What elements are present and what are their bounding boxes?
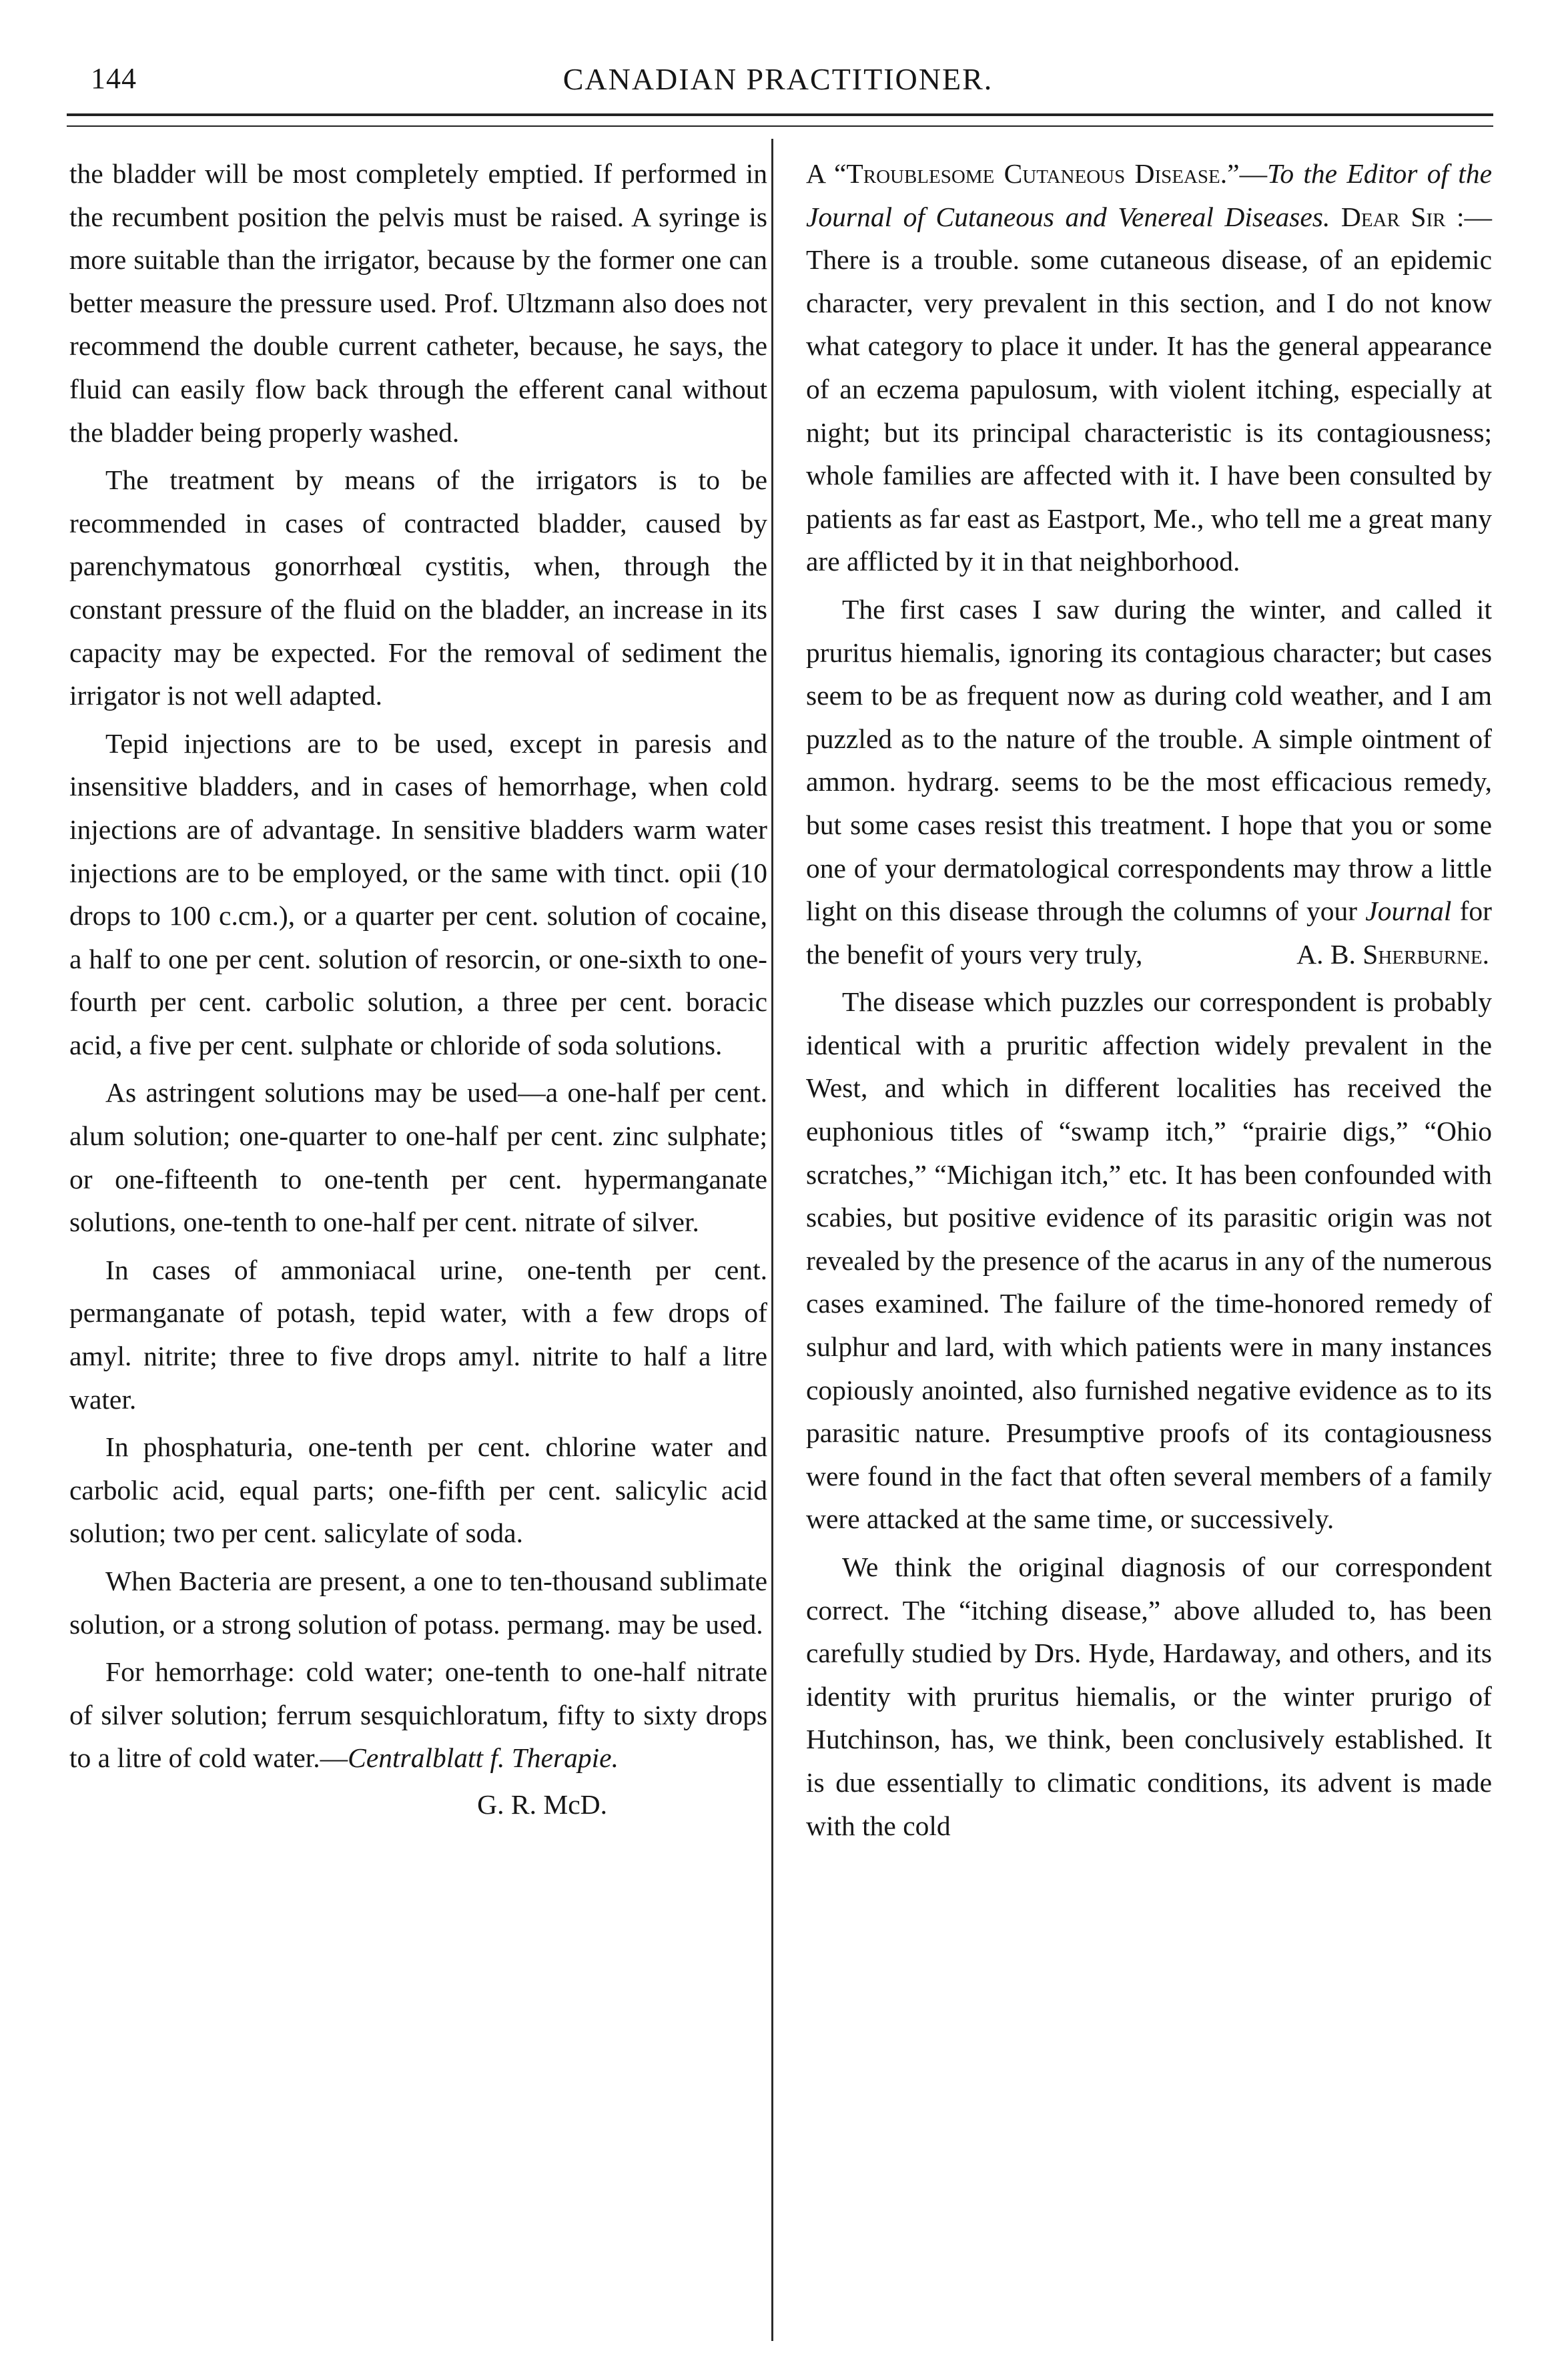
header-double-rule bbox=[67, 113, 1493, 127]
left-paragraph-6: In phosphaturia, one-tenth per cent. chlorine water and carbolic acid, equal parts; one-fifth per cent. salicylic acid solution; two per cent. salicylate of soda. bbox=[69, 1431, 767, 1549]
page-header bbox=[68, 61, 1488, 108]
left-paragraph-8 bbox=[69, 1650, 767, 1780]
letter-addressee: To the Editor of the Journal of Cutaneous and Venereal Diseases. bbox=[806, 158, 1492, 232]
author-signature: G. R. McD. bbox=[477, 1788, 607, 1820]
page-number: 144 bbox=[91, 62, 137, 95]
letter-body-1: :—There is a trouble. some cutaneous disease, of an epidemic character, very prevalent in this section, and I do not know what category to place it under. It has the general appearance of an eczema papulosum, with violent itching, especially at night; but its principal characteristic is its contagiousness; whole families are affected with it. I have been consulted by patients as far east as Eastport, Me., who tell me a great many are afflicted by it in that neighborhood. bbox=[806, 201, 1493, 577]
left-paragraph-4: As astringent solutions may be used—a one-half per cent. alum solution; one-quarter to one-half per cent. zinc sulphate; or one-fifteenth to one-tenth per cent. hypermanganate solutions, one-tenth to one-half per cent. nitrate of silver. bbox=[69, 1077, 767, 1238]
right-paragraph-3: The disease which puzzles our correspondent is probably identical with a pruritic affection widely prevalent in the West, and which in different localities has received the euphonious titles of “swamp itch,” “prairie digs,” “Ohio scratches,” “Michigan itch,” etc. It has been confounded with scabies, but positive evidence of its parasitic origin was not revealed by the presence of the acarus in any of the numerous cases examined. The failure of the time-honored remedy of sulphur and lard, with which patients were in many instances copiously anointed, also furnished negative evidence as to its parasitic nature. Presumptive proofs of its contagiousness were found in the fact that often several members of a family were attacked at the same time, or successively. bbox=[806, 986, 1492, 1535]
letter-signature: A. B. Sherburne. bbox=[1296, 938, 1489, 970]
source-citation: Centralblatt f. Therapie. bbox=[348, 1742, 619, 1774]
letter-body-2b: for the benefit of yours very truly, bbox=[806, 896, 1492, 970]
journal-title: CANADIAN PRACTITIONER. bbox=[562, 62, 994, 96]
right-paragraph-4: We think the original diagnosis of our correspondent correct. The “itching disease,” above alluded to, has been carefully studied by Drs. Hyde, Hardaway, and others, and its identity with pruritus hiemalis, or the winter prurigo of Hutchinson, has, we think, been conclusively established. It is due essentially to climatic conditions, its advent is made with the cold bbox=[806, 1552, 1492, 1841]
left-paragraph-3: Tepid injections are to be used, except in paresis and insensitive bladders, and in cases of hemorrhage, when cold injections are of advantage. In sensitive bladders warm water injections are to be employed, or the same with tinct. opii (10 drops to 100 c.cm.), or a quarter per cent. solution of cocaine, a half to one per cent. solution of resorcin, or one-sixth to one-fourth per cent. carbolic solution, a three per cent. boracic acid, a five per cent. sulphate or chloride of soda solutions. bbox=[69, 727, 767, 1060]
left-paragraph-7: When Bacteria are present, a one to ten-thousand sublimate solution, or a strong solution of potass. permang. may be used. bbox=[69, 1566, 767, 1640]
left-paragraph-5: In cases of ammoniacal urine, one-tenth per cent. permanganate of potash, tepid water, with a few drops of amyl. nitrite; three to five drops amyl. nitrite to half a litre water. bbox=[69, 1254, 767, 1415]
letter-paragraph-1 bbox=[806, 152, 1492, 583]
journal-reference: Journal bbox=[1365, 896, 1452, 927]
letter-title: Troublesome Cutaneous Disease. bbox=[846, 158, 1228, 189]
letter-salutation: Dear Sir bbox=[1340, 201, 1446, 232]
left-paragraph-2: The treatment by means of the irrigators is to be recommended in cases of contracted bladder, caused by parenchymatous gonorrhœal cystitis, when, through the constant pressure of the fluid on the bladder, an increase in its capacity may be expected. For the removal of sediment the irrigator is not well adapted. bbox=[69, 464, 767, 711]
letter-title-open: A “ bbox=[806, 158, 847, 189]
letter-title-close: ”— bbox=[1227, 158, 1268, 189]
letter-paragraph-2 bbox=[806, 588, 1492, 976]
left-paragraph-1: the bladder will be most completely emptied. If performed in the recumbent position the pelvis must be raised. A syringe is more suitable than the irrigator, because by the former one can better measure the pressure used. Prof. Ultzmann also does not recommend the double current catheter, because, he says, the fluid can easily flow back through the efferent canal without the bladder being properly washed. bbox=[69, 158, 767, 448]
left-paragraph-8-text: For hemorrhage: cold water; one-tenth to one-half nitrate of silver solution; ferrum sesquichloratum, fifty to sixty drops to a litre of cold water.— bbox=[69, 1656, 767, 1774]
right-column bbox=[806, 152, 1492, 1852]
letter-body-2a: The first cases I saw during the winter, and called it pruritus hiemalis, ignoring its contagious character; but cases seem to be as frequent now as during cold weather, and I am puzzled as to the nature of the trouble. A simple ointment of ammon. hydrarg. seems to be the most efficacious remedy, but some cases resist this treatment. I hope that you or some one of your dermatological correspondents may throw a little light on this disease through the columns of your bbox=[806, 593, 1492, 927]
left-column bbox=[69, 152, 767, 1824]
column-divider bbox=[771, 139, 773, 2341]
